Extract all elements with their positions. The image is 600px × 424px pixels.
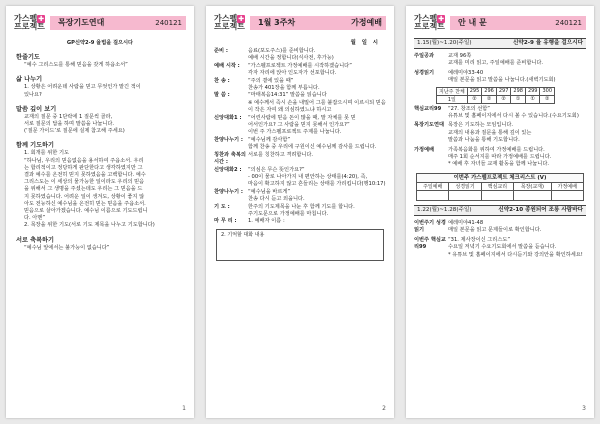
memo-box xyxy=(216,229,384,261)
worship-row xyxy=(214,92,386,114)
hymn-value-row xyxy=(437,95,555,103)
row-line: 음료(포도주스)를 준비합니다. xyxy=(248,48,316,54)
worship-row xyxy=(214,218,386,225)
section-line: 다. 아멘” xyxy=(24,215,46,222)
row-content xyxy=(248,189,386,204)
worship-row xyxy=(214,189,386,204)
row-line: “예수님을 바르게” xyxy=(248,188,291,195)
notice-line: “31. 제사장이신 그리스도” xyxy=(448,236,511,243)
hymn-cell: 297 xyxy=(496,87,511,95)
section-line: “예수 그리스도를 통해 믿음을 갖게 하옵소서” xyxy=(24,62,128,69)
hymn-table xyxy=(436,87,555,104)
worship-row xyxy=(214,78,386,93)
notice-line: 매주 1회 순서지를 따라 가정예배를 드립니다. xyxy=(448,154,552,161)
logo xyxy=(214,15,250,31)
section-line: 결과 예수를 온전히 믿지 못하였음을 고백합니다. 예수 xyxy=(24,172,146,179)
notice-label: 핵심교리99 xyxy=(414,105,442,112)
row-label: 예배 시작 : xyxy=(214,62,240,69)
hymn-cell: 1일 xyxy=(437,95,468,103)
hymn-cell: ② xyxy=(482,95,497,103)
row-label: 찬양나누기 : xyxy=(214,136,243,143)
notice-line: 매일 본문을 읽고 문제들이로 확인합니다. xyxy=(448,227,542,234)
section-heading: 한줄기도 xyxy=(16,54,40,62)
notice-line: 목장은 기도하는 모임입니다. xyxy=(448,122,514,129)
notice-content xyxy=(448,147,586,169)
notice-line: 유튜브 및 홈페이지에서 다시 볼 수 있습니다.(수요기도회) xyxy=(448,113,579,120)
hymn-header-row xyxy=(437,87,555,95)
section-line: 서로 질문의 답을 하며 말씀을 나눕니다. xyxy=(24,121,115,128)
notice-row xyxy=(414,106,586,121)
row-line: “예수님께 감사함” xyxy=(248,136,291,143)
logo xyxy=(414,15,450,31)
memo-label: 2. 기억할 대화 내용 xyxy=(221,231,265,238)
notice-content xyxy=(448,70,586,85)
section-line: 는 합리적이고 정당하게 판단한다고 생각하였지만 그 xyxy=(24,164,143,171)
checklist-box[interactable] xyxy=(551,190,583,200)
row-content xyxy=(248,92,386,114)
notice-content xyxy=(448,106,586,121)
logo-text: 가스펠 xyxy=(414,14,438,23)
row-line: 1. 예배자 이름 : xyxy=(248,218,285,225)
checklist-box[interactable] xyxy=(514,190,552,200)
row-line: - 00이 물로 나아가지 내 편안하는 상태를(4:20), 즉, xyxy=(248,173,368,180)
week-bar-2 xyxy=(414,205,586,216)
row-label: 칭찬과 축복의 시간 : xyxy=(214,151,246,166)
row-line: 예배 시간을 정합니다(식사전, 후가능) xyxy=(248,55,334,62)
notice-line: 가족복음화를 위하여 가정예배를 드립니다. xyxy=(448,146,545,153)
row-line: 어서인가요? 그 사람을 믿지 못해서 인가요?” xyxy=(248,122,350,129)
notice-line: 예레미야33-40 xyxy=(448,69,484,76)
section-heading: 말씀 깊이 보기 xyxy=(16,105,57,113)
worship-row xyxy=(214,63,386,78)
date-code: 240121 xyxy=(155,19,182,27)
notice-line: * 예배 후 자녀들 교재 활동을 함께 나눕니다. xyxy=(448,161,549,168)
section-line: 아도 전능하신 예수님을 온전히 믿는 믿음을 주옵소서. xyxy=(24,200,146,207)
row-line: 함께 찬송 중 우리에 구원이신 예수님께 감사를 드립니다. xyxy=(248,144,377,151)
checklist-box[interactable] xyxy=(417,190,449,200)
page-number: 2 xyxy=(382,405,386,412)
checklist-col: 가정예배 xyxy=(551,182,583,190)
page-title: 1월 3주차 xyxy=(258,18,296,27)
notice-label: 이번주 핵심교리99 xyxy=(414,236,446,251)
page-2-header xyxy=(214,12,386,34)
row-line: ※ 예수께서 즉시 손을 내밀어 그를 붙잡으시며 이르시되 믿음이 작은 자여 왜 의심하였느냐 하시고 xyxy=(248,99,386,114)
notice-line: 예레미야41-48 xyxy=(448,219,484,226)
row-label: 기 도 : xyxy=(214,203,230,210)
hymn-cell: ② xyxy=(467,95,482,103)
week-range: 1.22(월)~1.28(주일) xyxy=(417,206,472,213)
row-line: 각자 자리에 앉아 인도자가 선포합니다. xyxy=(248,70,337,77)
section-line: (‘질문 가이드’로 질문에 실제 참고해 주세요) xyxy=(24,128,125,135)
notice-label: 가정예배 xyxy=(414,146,435,153)
notice-label: 목장기도연대 xyxy=(414,122,445,129)
worship-row xyxy=(214,115,386,137)
notice-line: 교재를 미리 읽고, 주일예배를 준비합니다. xyxy=(448,60,544,67)
row-line: “가스펠프로젝트 가정예배를 시작하겠습니다” xyxy=(248,62,352,69)
section-line: 1. 회개를 위한 기도 xyxy=(24,150,69,157)
hymn-cell: 299 xyxy=(525,87,540,95)
logo-text: 가스펠 xyxy=(214,14,238,23)
notice-items-2 xyxy=(406,106,594,169)
lesson-subtitle: GP신약2-9 율법을 걸으시다 xyxy=(66,40,134,46)
notice-label: 이번주기 성경읽기 xyxy=(414,219,446,234)
row-content xyxy=(248,63,386,78)
page-title: 목장기도연대 xyxy=(58,18,105,27)
notice-row xyxy=(414,122,586,144)
page-number: 1 xyxy=(182,405,186,412)
week-bar-1 xyxy=(414,38,586,49)
section-line: 그리스도는 이 세상의 물가능한 일이라도 우리의 믿음 xyxy=(24,179,145,186)
prayer-sections xyxy=(6,52,194,252)
cross-icon: ✚ xyxy=(438,15,445,23)
checklist-col: 목장(교재) xyxy=(514,182,552,190)
checklist-col: 성경읽기 xyxy=(449,182,481,190)
notice-items xyxy=(406,53,594,85)
title-box xyxy=(50,16,186,30)
page-number: 3 xyxy=(582,405,586,412)
hymn-cell: 지난주 찬체 xyxy=(437,87,468,95)
title-box xyxy=(450,16,586,30)
section-heading: 삶 나누기 xyxy=(16,76,43,84)
date-code: 240121 xyxy=(555,19,582,27)
logo-subtext: 프로젝트 xyxy=(414,22,445,31)
notice-line: “27. 창조의 선함” xyxy=(448,105,490,112)
logo-text: 가스펠 xyxy=(14,14,38,23)
row-label: 신앙대화2 : xyxy=(214,166,242,173)
row-content xyxy=(248,218,386,225)
row-line: “의심은 무슨 뜻인가요?” xyxy=(248,166,305,173)
row-line: 서로를 칭찬하고 격려합니다. xyxy=(248,151,314,158)
row-label: 준비 : xyxy=(214,48,228,54)
worship-row xyxy=(214,152,386,167)
notice-line: 교재의 내용과 질문을 통해 깊이 있는 xyxy=(448,129,532,136)
row-content xyxy=(248,48,386,63)
notice-label: 주일공과 xyxy=(414,53,435,59)
section-line: 믿음으로 살아가겠습니다. 예수님 이름으로 기도드립니 xyxy=(24,208,148,215)
row-line: 마음이 확고하지 않고 흔들리는 상태를 가리킵니다(행10:17) xyxy=(248,181,386,188)
row-content xyxy=(248,137,386,152)
hymn-cell: ① xyxy=(511,95,526,103)
notice-line: 말씀과 나눔을 통해 기도합니다. xyxy=(448,137,520,144)
section-line: 2. 목장을 위한 기도(서로 기도 제목을 나누고 기도합니다) xyxy=(24,222,155,229)
row-line: 찬송가 401장을 함께 부릅니다. xyxy=(248,85,320,92)
notice-line: 매일 본문을 읽고 말씀을 나눕니다.(새벽기도회) xyxy=(448,77,556,84)
logo xyxy=(14,15,50,31)
row-label: 찬양나누기 : xyxy=(214,188,243,195)
notice-row xyxy=(414,53,586,68)
week-range: 1.15(월)~1.20(주일) xyxy=(417,40,472,46)
week-title: 신약2-10 종원되어 조롱 사람바다 xyxy=(498,206,583,213)
page-title: 안 내 문 xyxy=(458,18,487,27)
section-heading: 함께 기도하기 xyxy=(16,142,55,150)
row-content xyxy=(248,78,386,93)
checklist-box[interactable] xyxy=(481,190,513,200)
notice-content xyxy=(448,237,586,259)
notice-row xyxy=(414,220,586,235)
section-line: 1. 상황은 어려운데 사람을 믿고 무엇인가 맡긴 적이 xyxy=(24,84,141,91)
hymn-cell: 296 xyxy=(482,87,497,95)
checklist-header-row xyxy=(417,182,584,190)
notice-row xyxy=(414,70,586,85)
row-line: 찬송 다시 듣고 외웁니다. xyxy=(248,196,305,203)
checklist-box-row xyxy=(417,190,584,200)
notice-content xyxy=(448,122,586,144)
week-title: 신약2-9 율 유행을 걸으시다 xyxy=(513,40,583,46)
row-label: 말 씀 : xyxy=(214,92,230,99)
row-line: “어린사람에 믿음 돈이 많을 때, 말 자체를 못 믿 xyxy=(248,114,356,121)
notice-line: 교재 96쪽 xyxy=(448,53,472,59)
section-line: 을 위해서 그 생명을 주셨는데도 우리는 그 믿음을 드 xyxy=(24,186,143,193)
cross-icon: ✚ xyxy=(238,15,245,23)
checklist-box[interactable] xyxy=(449,190,481,200)
cross-icon: ✚ xyxy=(38,15,45,23)
hymn-cell: ① xyxy=(525,95,540,103)
logo-subtext: 프로젝트 xyxy=(214,22,245,31)
worship-order xyxy=(206,48,394,226)
worship-row xyxy=(214,167,386,189)
row-content xyxy=(248,115,386,137)
page-1 xyxy=(6,6,194,418)
worship-row xyxy=(214,204,386,219)
notice-row xyxy=(414,237,586,259)
section-line: 교재의 질문 중 1단락에 1 질문씩 골라, xyxy=(24,113,113,120)
hymn-cell: ② xyxy=(496,95,511,103)
row-label: 찬 송 : xyxy=(214,77,230,84)
worship-row xyxy=(214,137,386,152)
page-title-right: 가정예배 xyxy=(351,18,382,27)
section-heading: 서로 축복하기 xyxy=(16,236,55,244)
row-line: 이번 주 가스펠프로젝트 주제를 나눕니다. xyxy=(248,129,342,136)
row-content xyxy=(248,204,386,219)
row-line: “주의 곁에 있을 때” xyxy=(248,77,294,84)
row-line: “마태복음14:31” 말씀을 읽습니다 xyxy=(248,92,327,99)
row-content xyxy=(248,167,386,189)
notice-items-3 xyxy=(406,220,594,259)
section-line: “예수님 앞에서는 불가능이 없습니다” xyxy=(24,244,110,251)
checklist-col: 핵심교리 xyxy=(481,182,513,190)
hymn-cell: 295 xyxy=(467,87,482,95)
date-line: 월 일 시 xyxy=(350,40,380,46)
notice-line: * 유튜브 및 홈페이지에서 다시듣기와 강의안을 확인하세요! xyxy=(448,251,583,258)
checklist-table xyxy=(416,182,584,201)
row-line: 주기도문으로 가정예배를 마칩니다. xyxy=(248,210,329,217)
notice-content xyxy=(448,220,586,235)
page-3 xyxy=(406,6,594,418)
hymn-cell: 298 xyxy=(511,87,526,95)
logo-subtext: 프로젝트 xyxy=(14,22,45,31)
section-line: 있나요? xyxy=(24,91,42,98)
worship-row xyxy=(214,48,386,63)
title-box xyxy=(250,16,386,30)
notice-row xyxy=(414,147,586,169)
row-line: 한주의 기도제목을 나눈 후 함께 기도를 합니다. xyxy=(248,203,355,210)
notice-label: 성경읽기 xyxy=(414,69,435,76)
notice-line: 수요일 저녁기 수요기도회에서 말씀을 듣습니다. xyxy=(448,244,557,251)
row-label: 마 무 리 : xyxy=(214,218,237,225)
page-2 xyxy=(206,6,394,418)
section-line: “하나님, 우리의 믿음없음을 용서하여 주옵소서. 우리 xyxy=(24,157,144,164)
hymn-cell: 300 xyxy=(540,87,555,95)
checklist-title: 이번주 가스펠프로젝트 체크리스트 (V) xyxy=(416,173,584,182)
page-1-header xyxy=(14,12,186,34)
row-content xyxy=(248,152,386,167)
hymn-cell: ② xyxy=(540,95,555,103)
section-line: 지 못하였습니다. 어려운 일이 생겨도, 상황이 좋지 않 xyxy=(24,193,145,200)
checklist-col: 주일예배 xyxy=(417,182,449,190)
notice-content xyxy=(448,53,586,68)
page-3-header xyxy=(414,12,586,34)
row-label: 신앙대화1 : xyxy=(214,114,242,121)
